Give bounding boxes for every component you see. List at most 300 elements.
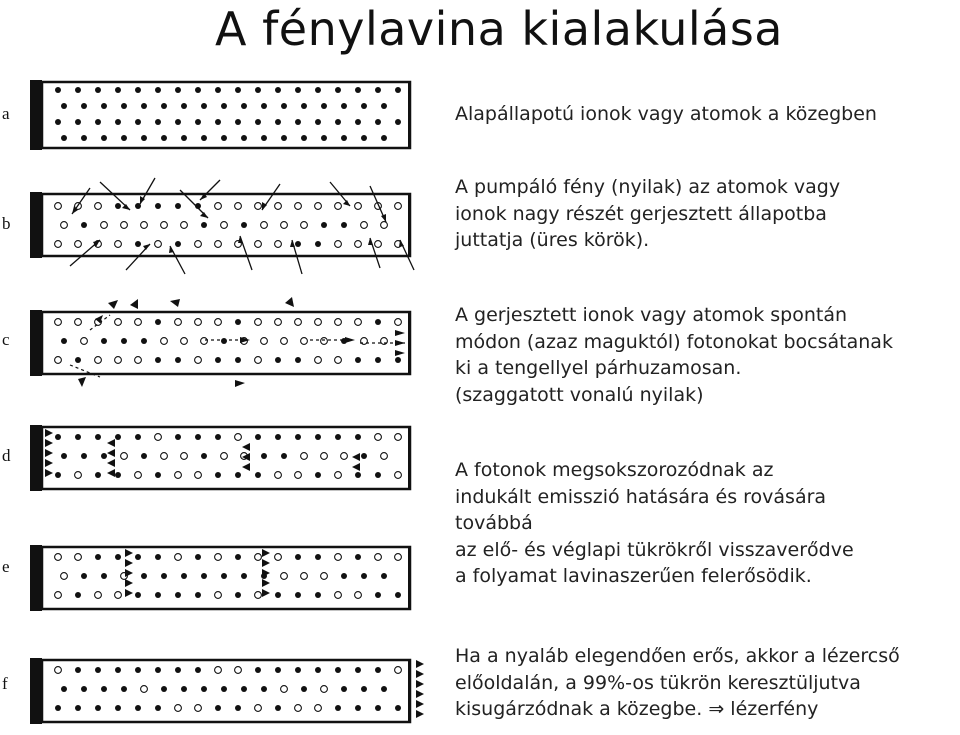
rear-mirror <box>30 425 42 491</box>
ground-state-atom <box>315 87 321 93</box>
excited-atom <box>341 453 348 460</box>
ground-state-atom <box>341 222 347 228</box>
ground-state-atom <box>75 87 81 93</box>
excited-atom <box>255 203 262 210</box>
excited-atom <box>335 472 342 479</box>
ground-state-atom <box>281 135 287 141</box>
ground-state-atom <box>361 573 367 579</box>
ground-state-atom <box>115 705 121 711</box>
laser-tube-a-diagram <box>30 80 425 150</box>
ground-state-atom <box>301 135 307 141</box>
ground-state-atom <box>321 222 327 228</box>
row-label-f: f <box>2 674 8 693</box>
ground-state-atom <box>295 434 301 440</box>
ground-state-atom <box>155 357 161 363</box>
excited-atom <box>375 434 382 441</box>
ground-state-atom <box>255 119 261 125</box>
excited-atom <box>295 705 302 712</box>
ground-state-atom <box>215 705 221 711</box>
excited-atom <box>281 222 288 229</box>
text-line: A fotonok megsokszorozódnak az <box>455 459 774 481</box>
ground-state-atom <box>295 667 301 673</box>
ground-state-atom <box>215 357 221 363</box>
ground-state-atom <box>235 319 241 325</box>
text-line: előoldalán, a 99%-os tükrön keresztüljutva <box>455 671 861 694</box>
ground-state-atom <box>281 453 287 459</box>
excited-atom <box>301 338 308 345</box>
front-mirror <box>408 547 411 609</box>
ground-state-atom <box>115 434 121 440</box>
ground-state-atom <box>215 472 221 478</box>
ground-state-atom <box>361 135 367 141</box>
excited-atom <box>261 338 268 345</box>
row-label-a: a <box>2 104 10 123</box>
ground-state-atom <box>141 103 147 109</box>
ground-state-atom <box>135 434 141 440</box>
excited-atom <box>115 241 122 248</box>
excited-atom <box>115 319 122 326</box>
excited-atom <box>175 319 182 326</box>
ground-state-atom <box>235 554 241 560</box>
ground-state-atom <box>55 434 61 440</box>
ground-state-atom <box>381 573 387 579</box>
ground-state-atom <box>261 686 267 692</box>
excited-atom <box>281 573 288 580</box>
ground-state-atom <box>155 319 161 325</box>
ground-state-atom <box>161 103 167 109</box>
excited-atom <box>215 554 222 561</box>
excited-atom <box>55 592 62 599</box>
ground-state-atom <box>175 434 181 440</box>
excited-atom <box>195 319 202 326</box>
ground-state-atom <box>395 592 401 598</box>
ground-state-atom <box>55 472 61 478</box>
excited-atom <box>235 667 242 674</box>
ground-state-atom <box>375 667 381 673</box>
text-line: módon (azaz maguktól) fotonokat bocsátanak <box>455 330 893 353</box>
ground-state-atom <box>261 103 267 109</box>
ground-state-atom <box>55 119 61 125</box>
rear-mirror <box>30 545 42 611</box>
ground-state-atom <box>135 705 141 711</box>
ground-state-atom <box>95 705 101 711</box>
text-line: indukált emisszió hatására és rovására <box>455 485 827 508</box>
ground-state-atom <box>135 592 141 598</box>
ground-state-atom <box>75 357 81 363</box>
excited-atom <box>161 338 168 345</box>
excited-atom <box>215 667 222 674</box>
ground-state-atom <box>115 87 121 93</box>
ground-state-atom <box>61 453 67 459</box>
ground-state-atom <box>315 434 321 440</box>
ground-state-atom <box>95 472 101 478</box>
text-block-f <box>455 643 960 723</box>
excited-atom <box>61 573 68 580</box>
ground-state-atom <box>161 573 167 579</box>
excited-atom <box>181 222 188 229</box>
excited-atom <box>255 357 262 364</box>
excited-atom <box>275 472 282 479</box>
ground-state-atom <box>155 87 161 93</box>
ground-state-atom <box>361 103 367 109</box>
ground-state-atom <box>361 453 367 459</box>
excited-atom <box>161 222 168 229</box>
ground-state-atom <box>115 472 121 478</box>
excited-atom <box>301 222 308 229</box>
ground-state-atom <box>121 103 127 109</box>
ground-state-atom <box>241 573 247 579</box>
ground-state-atom <box>181 686 187 692</box>
ground-state-atom <box>81 573 87 579</box>
excited-atom <box>121 453 128 460</box>
excited-atom <box>141 686 148 693</box>
ground-state-atom <box>301 686 307 692</box>
excited-atom <box>215 241 222 248</box>
ground-state-atom <box>295 357 301 363</box>
ground-state-atom <box>275 434 281 440</box>
ground-state-atom <box>255 667 261 673</box>
ground-state-atom <box>235 357 241 363</box>
ground-state-atom <box>101 135 107 141</box>
ground-state-atom <box>235 87 241 93</box>
ground-state-atom <box>155 705 161 711</box>
excited-atom <box>295 319 302 326</box>
ground-state-atom <box>95 667 101 673</box>
ground-state-atom <box>295 87 301 93</box>
row-label-d: d <box>2 446 11 465</box>
ground-state-atom <box>241 686 247 692</box>
excited-atom <box>201 338 208 345</box>
ground-state-atom <box>375 592 381 598</box>
excited-atom <box>335 592 342 599</box>
ground-state-atom <box>335 87 341 93</box>
ground-state-atom <box>241 103 247 109</box>
ground-state-atom <box>135 554 141 560</box>
ground-state-atom <box>175 119 181 125</box>
panel-d <box>30 415 425 505</box>
ground-state-atom <box>355 705 361 711</box>
ground-state-atom <box>241 135 247 141</box>
excited-atom <box>175 472 182 479</box>
ground-state-atom <box>101 686 107 692</box>
ground-state-atom <box>201 222 207 228</box>
excited-atom <box>55 319 62 326</box>
ground-state-atom <box>155 203 161 209</box>
ground-state-atom <box>155 472 161 478</box>
ground-state-atom <box>175 357 181 363</box>
ground-state-atom <box>335 119 341 125</box>
excited-atom <box>335 357 342 364</box>
ground-state-atom <box>321 103 327 109</box>
laser-output-arrows <box>416 660 424 718</box>
excited-atom <box>395 319 402 326</box>
text-block-b <box>455 174 960 254</box>
ground-state-atom <box>221 135 227 141</box>
ground-state-atom <box>201 135 207 141</box>
ground-state-atom <box>201 573 207 579</box>
text-line: (szaggatott vonalú nyilak) <box>455 383 704 406</box>
excited-atom <box>281 338 288 345</box>
front-mirror <box>408 312 411 374</box>
ground-state-atom <box>255 434 261 440</box>
excited-atom <box>181 338 188 345</box>
ground-state-atom <box>61 686 67 692</box>
ground-state-atom <box>175 203 181 209</box>
ground-state-atom <box>261 453 267 459</box>
excited-atom <box>321 453 328 460</box>
excited-atom <box>135 472 142 479</box>
ground-state-atom <box>315 119 321 125</box>
ground-state-atom <box>301 103 307 109</box>
text-line: a folyamat lavinaszerűen felerősödik. <box>455 565 812 587</box>
excited-atom <box>115 592 122 599</box>
excited-atom <box>215 592 222 599</box>
ground-state-atom <box>215 87 221 93</box>
excited-atom <box>355 319 362 326</box>
ground-state-atom <box>201 453 207 459</box>
ground-state-atom <box>175 241 181 247</box>
text-line: Ha a nyaláb elegendően erős, akkor a lézercső <box>455 645 900 667</box>
ground-state-atom <box>61 103 67 109</box>
text-line: A pumpáló fény (nyilak) az atomok vagy <box>455 176 841 198</box>
excited-atom <box>221 222 228 229</box>
ground-state-atom <box>315 667 321 673</box>
excited-atom <box>295 203 302 210</box>
text-block-d <box>455 457 960 590</box>
ground-state-atom <box>115 203 121 209</box>
ground-state-atom <box>355 472 361 478</box>
excited-atom <box>315 319 322 326</box>
excited-atom <box>321 573 328 580</box>
excited-atom <box>315 203 322 210</box>
ground-state-atom <box>381 103 387 109</box>
ground-state-atom <box>201 686 207 692</box>
panel-c <box>30 295 425 395</box>
ground-state-atom <box>375 472 381 478</box>
excited-atom <box>275 203 282 210</box>
ground-state-atom <box>121 686 127 692</box>
ground-state-atom <box>75 434 81 440</box>
row-label-c: c <box>2 330 10 349</box>
ground-state-atom <box>215 119 221 125</box>
excited-atom <box>221 453 228 460</box>
excited-atom <box>215 319 222 326</box>
ground-state-atom <box>221 686 227 692</box>
excited-atom <box>195 705 202 712</box>
ground-state-atom <box>275 119 281 125</box>
ground-state-atom <box>235 119 241 125</box>
excited-atom <box>261 222 268 229</box>
atom-grid <box>55 203 402 248</box>
ground-state-atom <box>75 667 81 673</box>
ground-state-atom <box>115 554 121 560</box>
ground-state-atom <box>141 338 147 344</box>
ground-state-atom <box>161 135 167 141</box>
excited-atom <box>235 434 242 441</box>
text-block-a <box>455 101 960 128</box>
row-label-b: b <box>2 214 11 233</box>
panel-a <box>30 80 425 150</box>
rear-mirror <box>30 310 42 376</box>
excited-atom <box>361 222 368 229</box>
excited-atom <box>255 554 262 561</box>
ground-state-atom <box>221 103 227 109</box>
excited-atom <box>175 705 182 712</box>
excited-atom <box>301 453 308 460</box>
excited-atom <box>275 319 282 326</box>
ground-state-atom <box>355 434 361 440</box>
ground-state-atom <box>275 705 281 711</box>
atom-grid <box>55 667 402 712</box>
ground-state-atom <box>315 592 321 598</box>
ground-state-atom <box>335 705 341 711</box>
ground-state-atom <box>395 87 401 93</box>
excited-atom <box>355 592 362 599</box>
ground-state-atom <box>55 705 61 711</box>
excited-atom <box>275 241 282 248</box>
ground-state-atom <box>381 686 387 692</box>
ground-state-atom <box>195 119 201 125</box>
ground-state-atom <box>201 103 207 109</box>
ground-state-atom <box>355 554 361 560</box>
ground-state-atom <box>121 135 127 141</box>
text-line: továbbá <box>455 512 533 534</box>
text-line: Alapállapotú ionok vagy atomok a közegben <box>455 103 877 125</box>
front-mirror <box>408 194 411 256</box>
ground-state-atom <box>155 667 161 673</box>
ground-state-atom <box>341 135 347 141</box>
ground-state-atom <box>361 686 367 692</box>
ground-state-atom <box>61 135 67 141</box>
excited-atom <box>81 338 88 345</box>
ground-state-atom <box>141 135 147 141</box>
ground-state-atom <box>355 87 361 93</box>
ground-state-atom <box>81 103 87 109</box>
ground-state-atom <box>235 592 241 598</box>
ground-state-atom <box>175 87 181 93</box>
excited-atom <box>335 241 342 248</box>
excited-atom <box>255 705 262 712</box>
text-line: A gerjesztett ionok vagy atomok spontán <box>455 304 848 326</box>
excited-atom <box>375 241 382 248</box>
ground-state-atom <box>155 119 161 125</box>
ground-state-atom <box>195 87 201 93</box>
front-mirror <box>408 427 411 489</box>
page-title: A fénylavina kialakulása <box>215 2 783 56</box>
excited-atom <box>55 357 62 364</box>
ground-state-atom <box>95 434 101 440</box>
excited-atom <box>395 203 402 210</box>
ground-state-atom <box>235 472 241 478</box>
ground-state-atom <box>215 434 221 440</box>
excited-atom <box>195 357 202 364</box>
ground-state-atom <box>375 357 381 363</box>
text-block-c <box>455 302 960 408</box>
excited-atom <box>95 357 102 364</box>
excited-atom <box>355 241 362 248</box>
ground-state-atom <box>95 87 101 93</box>
ground-state-atom <box>181 573 187 579</box>
excited-atom <box>61 222 68 229</box>
laser-tube-d-diagram <box>30 415 425 505</box>
ground-state-atom <box>155 554 161 560</box>
ground-state-atom <box>255 87 261 93</box>
ground-state-atom <box>375 119 381 125</box>
ground-state-atom <box>341 103 347 109</box>
panel-f <box>30 650 425 735</box>
ground-state-atom <box>341 573 347 579</box>
ground-state-atom <box>221 338 227 344</box>
excited-atom <box>75 319 82 326</box>
text-line: az elő- és véglapi tükrökről visszaverődve <box>455 538 854 561</box>
ground-state-atom <box>221 573 227 579</box>
ground-state-atom <box>395 119 401 125</box>
ground-state-atom <box>195 667 201 673</box>
excited-atom <box>275 554 282 561</box>
ground-state-atom <box>81 686 87 692</box>
excited-atom <box>175 554 182 561</box>
rear-mirror <box>30 80 42 150</box>
ground-state-atom <box>181 103 187 109</box>
ground-state-atom <box>115 667 121 673</box>
excited-atom <box>335 319 342 326</box>
photon-cascade-arrows <box>45 429 360 477</box>
excited-atom <box>121 222 128 229</box>
ground-state-atom <box>135 241 141 247</box>
excited-atom <box>135 357 142 364</box>
ground-state-atom <box>101 453 107 459</box>
ground-state-atom <box>135 667 141 673</box>
excited-atom <box>55 203 62 210</box>
ground-state-atom <box>295 241 301 247</box>
text-line-part: kisugárzódnak a közegbe. <box>455 698 703 720</box>
excited-atom <box>55 667 62 674</box>
ground-state-atom <box>355 667 361 673</box>
ground-state-atom <box>295 554 301 560</box>
excited-atom <box>75 554 82 561</box>
excited-atom <box>321 338 328 345</box>
excited-atom <box>255 592 262 599</box>
excited-atom <box>315 705 322 712</box>
ground-state-atom <box>375 87 381 93</box>
excited-atom <box>55 241 62 248</box>
excited-atom <box>315 357 322 364</box>
ground-state-atom <box>395 705 401 711</box>
excited-atom <box>395 472 402 479</box>
excited-atom <box>95 592 102 599</box>
rear-mirror <box>30 192 42 258</box>
ground-state-atom <box>141 573 147 579</box>
ground-state-atom <box>141 453 147 459</box>
laser-tube-b-diagram <box>30 170 425 280</box>
front-mirror <box>408 660 411 722</box>
ground-state-atom <box>195 592 201 598</box>
ground-state-atom <box>235 705 241 711</box>
ground-state-atom <box>75 592 81 598</box>
ground-state-atom <box>95 554 101 560</box>
ground-state-atom <box>335 667 341 673</box>
excited-atom <box>75 472 82 479</box>
excited-atom <box>295 472 302 479</box>
rear-mirror <box>30 658 42 724</box>
ground-state-atom <box>381 135 387 141</box>
excited-atom <box>395 434 402 441</box>
excited-atom <box>141 222 148 229</box>
ground-state-atom <box>281 103 287 109</box>
excited-atom <box>395 554 402 561</box>
ground-state-atom <box>315 241 321 247</box>
excited-atom <box>235 203 242 210</box>
